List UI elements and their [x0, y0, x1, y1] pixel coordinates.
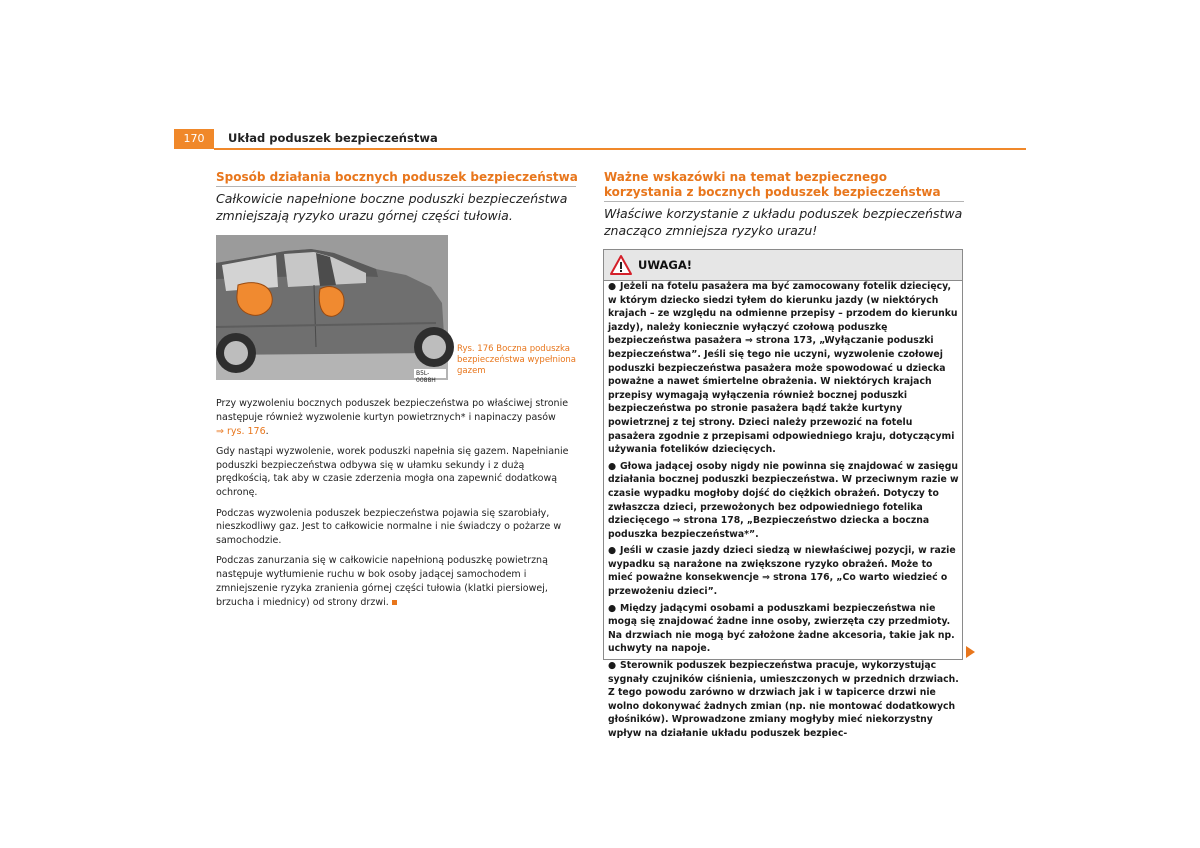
warning-item: ● Głowa jadącej osoby nigdy nie powinna się znajdować w zasięgu działania bocznej poduszki bezpieczeństwa. W przeciwnym razie w czasie wypadku mogłoby dojść do ciężkich obrażeń. Dotyczy to zwłaszcza dzieci, przewożonych bez odpowiedniego fotelika dziecięcego ⇒ strona 178, „Bezpieczeństwo dziecka a boczna poduszka bezpieczeństwa*”.	[608, 460, 959, 540]
car-airbag-figure	[216, 235, 448, 384]
chapter-title: Układ poduszek bezpieczeństwa	[228, 131, 438, 145]
left-section-title: Sposób działania bocznych poduszek bezpieczeństwa	[216, 170, 578, 184]
paragraph-1-end: .	[265, 425, 269, 437]
warning-box	[603, 249, 963, 739]
continue-arrow-icon	[966, 646, 975, 658]
paragraph-2: Gdy nastąpi wyzwolenie, worek poduszki napełnia się gazem. Napełnianie poduszki bezpieczeństwa odbywa się w ułamku sekundy i z dużą prędkością, tak aby w czasie zderzenia mogła ona zapewnić dodatkową ochronę.	[216, 445, 569, 499]
right-section-title: Ważne wskazówki na temat bezpiecznego korzystania z bocznych poduszek bezpieczeństwa	[604, 170, 941, 199]
paragraph-4	[216, 554, 578, 609]
warning-triangle-icon	[610, 255, 632, 275]
warning-item: ● Jeżeli na fotelu pasażera ma być zamocowany fotelik dziecięcy, w którym dziecko siedzi tyłem do kierunku jazdy (w niektórych krajach – ze względu na odmienne przepisy – przodem do kierunku jazdy), należy koniecznie wyłączyć czołową poduszkę bezpieczeństwa pasażera ⇒ strona 173, „Wyłączanie poduszki bezpieczeństwa”. Jeśli się tego nie uczyni, wyzwolenie czołowej poduszki bezpieczeństwa pasażera może spowodować u dziecka poważne a nawet śmiertelne obrażenia. W niektórych krajach przepisy wymagają wyłączenia również bocznej poduszki bezpieczeństwa po stronie pasażera bądź także kurtyny powietrznej z tej strony. Dzieci należy przewozić na fotelu pasażera zgodnie z przepisami odpowiedniego kraju, dotyczącymi używania fotelików dziecięcych.	[608, 281, 958, 456]
figure-caption-ref: Rys. 176	[457, 344, 494, 354]
end-square-icon	[392, 600, 397, 605]
paragraph-1-text: Przy wyzwoleniu bocznych poduszek bezpieczeństwa po właściwej stronie następuje również wyzwolenie kurtyn powietrznych* i napinaczy pasów	[216, 398, 569, 423]
warning-item-text: Jeśli w czasie jazdy dzieci siedzą w niewłaściwej pozycji, w razie wypadku są narażone na zwiększone ryzyko obrażeń. Może to mieć poważne konsekwencje ⇒ strona 176, „Co warto wiedzieć o przewożeniu dzieci”.	[608, 545, 956, 598]
header-divider	[214, 148, 1026, 150]
left-body	[216, 397, 578, 616]
figure-caption	[457, 344, 577, 377]
paragraph-4-text: Podczas zanurzania się w całkowicie napełnioną poduszkę powietrzną następuje wytłumienie ruchu w bok osoby jadącej samochodem i zmniejszenie ryzyka zranienia górnej części tułowia (klatki piersiowej, brzucha i miednicy) od strony drzwi.	[216, 555, 548, 608]
warning-item-text: Między jadącymi osobami a poduszkami bezpieczeństwa nie mogą się znajdować żadne inne osoby, zwierzęta czy przedmioty. Na drzwiach nie mogą być założone żadne akcesoria, takie jak np. uchwyty na napoje.	[608, 602, 955, 655]
warning-title: UWAGA!	[638, 258, 692, 272]
warning-item-text: Jeżeli na fotelu pasażera ma być zamocowany fotelik dziecięcy, w którym dziecko siedzi tyłem do kierunku jazdy (w niektórych krajach – ze względu na odmienne przepisy – przodem do kierunku jazdy), należy koniecznie wyłączyć czołową poduszkę bezpieczeństwa pasażera ⇒ strona 173, „Wyłączanie poduszki bezpieczeństwa”. Jeśli się tego nie uczyni, wyzwolenie czołowej poduszki bezpieczeństwa pasażera może spowodować u dziecka poważne a nawet śmiertelne obrażenia. W niektórych krajach przepisy wymagają wyłączenia również bocznej poduszki bezpieczeństwa po stronie pasażera bądź także kurtyny powietrznej z tej strony. Dzieci należy przewozić na fotelu pasażera zgodnie z przepisami odpowiedniego kraju, dotyczącymi używania fotelików dziecięcych.	[608, 281, 958, 456]
right-lead-text: Właściwe korzystanie z układu poduszek bezpieczeństwa znacząco zmniejsza ryzyko urazu!	[604, 206, 963, 238]
car-illustration	[216, 235, 448, 380]
warning-item: ● Jeśli w czasie jazdy dzieci siedzą w niewłaściwej pozycji, w razie wypadku są narażone na zwiększone ryzyko obrażeń. Może to mieć poważne konsekwencje ⇒ strona 176, „Co warto wiedzieć o przewożeniu dzieci”.	[608, 545, 956, 598]
warning-item-text: Sterownik poduszek bezpieczeństwa pracuje, wykorzystując sygnały czujników ciśnienia, umieszczonych w przednich drzwiach. Z tego powodu zarówno w drzwiach jak i w tapicerce drzwi nie wolno dokonywać żadnych zmian (np. nie montować dodatkowych głośników). Wprowadzone zmiany mogłyby mieć niekorzystny wpływ na działanie układu poduszek bezpiec-	[608, 660, 959, 739]
warning-body	[608, 280, 960, 744]
paragraph-1	[216, 397, 578, 438]
figure-code: B5L-0088H	[416, 370, 436, 384]
warning-item-text: Głowa jadącej osoby nigdy nie powinna się znajdować w zasięgu działania bocznej poduszki bezpieczeństwa. W przeciwnym razie w czasie wypadku mogłoby dojść do ciężkich obrażeń. Dotyczy to zwłaszcza dzieci, przewożonych bez odpowiedniego fotelika dziecięcego ⇒ strona 178, „Bezpieczeństwo dziecka a boczna poduszka bezpieczeństwa*”.	[608, 460, 959, 540]
left-section-rule	[216, 186, 576, 187]
right-section-rule	[604, 201, 964, 202]
left-lead-text: Całkowicie napełnione boczne poduszki bezpieczeństwa zmniejszają ryzyko urazu górnej części tułowia.	[216, 191, 568, 223]
paragraph-3: Podczas wyzwolenia poduszek bezpieczeństwa pojawia się szarobiały, nieszkodliwy gaz. Jest to całkowicie normalne i nie świadczy o pożarze w samochodzie.	[216, 507, 562, 547]
figure-link[interactable]: ⇒ rys. 176	[216, 425, 266, 437]
warning-header	[604, 250, 962, 281]
warning-item: ● Sterownik poduszek bezpieczeństwa pracuje, wykorzystując sygnały czujników ciśnienia, umieszczonych w przednich drzwiach. Z tego powodu zarówno w drzwiach jak i w tapicerce drzwi nie wolno dokonywać żadnych zmian (np. nie montować dodatkowych głośników). Wprowadzone zmiany mogłyby mieć niekorzystny wpływ na działanie układu poduszek bezpiec-	[608, 660, 959, 739]
figure-caption-text: Boczna poduszka bezpieczeństwa wypełniona gazem	[457, 344, 577, 376]
page-number: 170	[174, 129, 214, 149]
warning-item: ● Między jadącymi osobami a poduszkami bezpieczeństwa nie mogą się znajdować żadne inne osoby, zwierzęta czy przedmioty. Na drzwiach nie mogą być założone żadne akcesoria, takie jak np. uchwyty na napoje.	[608, 602, 955, 655]
